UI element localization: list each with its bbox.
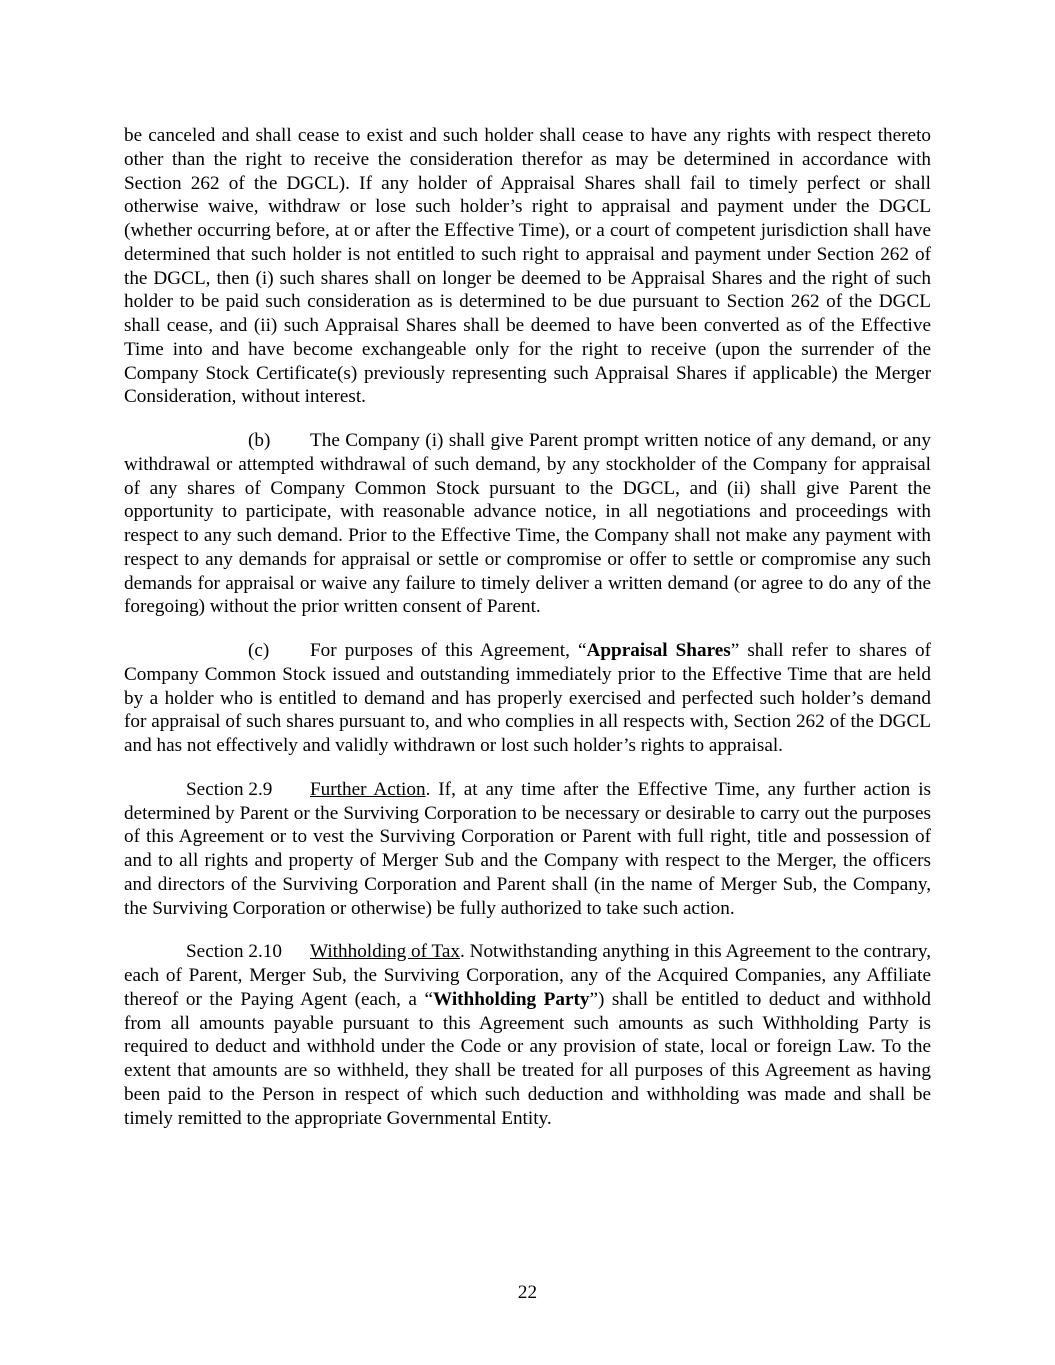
defined-term-withholding-party: Withholding Party — [433, 988, 590, 1010]
section-2-9 — [124, 778, 931, 921]
paragraph-c — [124, 639, 931, 758]
section-2-10 — [124, 940, 931, 1130]
paragraph-c-label: (c) — [248, 640, 270, 661]
document-body — [124, 124, 931, 1150]
paragraph-c-text-before: For purposes of this Agreement, “ — [310, 640, 587, 661]
paragraph-b-label: (b) — [248, 430, 271, 451]
section-2-10-text-before: . Notwithstanding anything in this Agreement to the contrary, each of Parent, Merger Sub, the Surviving Corporation, any of the Acquired Companies, any Affiliate thereof or the Paying Agent (each, a “ — [124, 941, 931, 1010]
section-2-9-text: . If, at any time after the Effective Time, any further action is determined by Parent or the Surviving Corporation to be necessary or desirable to carry out the purposes of this Agreement or to vest the Surviving Corporation or Parent with full right, title and possession of and to all rights and property of Merger Sub and the Company with respect to the Merger, the officers and directors of the Surviving Corporation and Parent shall (in the name of Merger Sub, the Company, the Surviving Corporation or otherwise) be fully authorized to take such action. — [124, 778, 931, 919]
paragraph-c-text-after: ” shall refer to shares of Company Common Stock issued and outstanding immediately prior to the Effective Time that are held by a holder who is entitled to demand and has properly exercised and perfected such holder’s demand for appraisal of such shares pursuant to, and who complies in all respects with, Section 262 of the DGCL and has not effectively and validly withdrawn or lost such holder’s rights to appraisal. — [124, 640, 931, 756]
paragraph-continued-appraisal: be canceled and shall cease to exist and such holder shall cease to have any rights with respect thereto other than the right to receive the consideration therefor as may be determined in accordance with Section 262 of the DGCL). If any holder of Appraisal Shares shall fail to timely perfect or shall otherwise waive, withdraw or lose such holder’s right to appraisal and payment under the DGCL (whether occurring before, at or after the Effective Time), or a court of competent jurisdiction shall have determined that such holder is not entitled to such right to appraisal and payment under Section 262 of the DGCL, then (i) such shares shall on longer be deemed to be Appraisal Shares and the right of such holder to be paid such consideration as is determined to be due pursuant to Section 262 of the DGCL shall cease, and (ii) such Appraisal Shares shall be deemed to have been converted as of the Effective Time into and have become exchangeable only for the right to receive (upon the surrender of the Company Stock Certificate(s) previously representing such Appraisal Shares if applicable) the Merger Consideration, without interest. — [124, 125, 931, 408]
paragraph-b — [124, 429, 931, 619]
paragraph-b-text: The Company (i) shall give Parent prompt written notice of any demand, or any withdrawal or attempted withdrawal of such demand, by any stockholder of the Company for appraisal of any shares of Company Common Stock pursuant to the DGCL, and (ii) shall give Parent the opportunity to participate, with reasonable advance notice, in all negotiations and proceedings with respect to any such demand. Prior to the Effective Time, the Company shall not make any payment with respect to any demands for appraisal or settle or compromise or offer to settle or compromise any such demands for appraisal or waive any failure to timely deliver a written demand (or agree to do any of the foregoing) without the prior written consent of Parent. — [124, 430, 931, 618]
section-2-10-text-after: ”) shall be entitled to deduct and withhold from all amounts payable pursuant to this Agreement such amounts as such Withholding Party is required to deduct and withhold under the Code or any provision of state, local or foreign Law. To the extent that amounts are so withheld, they shall be treated for all purposes of this Agreement as having been paid to the Person in respect of which such deduction and withholding was made and shall be timely remitted to the appropriate Governmental Entity. — [124, 988, 931, 1129]
page-number: 22 — [517, 1282, 538, 1303]
defined-term-appraisal-shares: Appraisal Shares — [586, 640, 731, 661]
section-2-10-heading: Withholding of Tax — [310, 941, 460, 963]
section-2-9-heading: Further Action — [310, 778, 426, 800]
section-2-10-number: Section 2.10 — [186, 941, 282, 963]
section-2-9-number: Section 2.9 — [186, 778, 273, 800]
